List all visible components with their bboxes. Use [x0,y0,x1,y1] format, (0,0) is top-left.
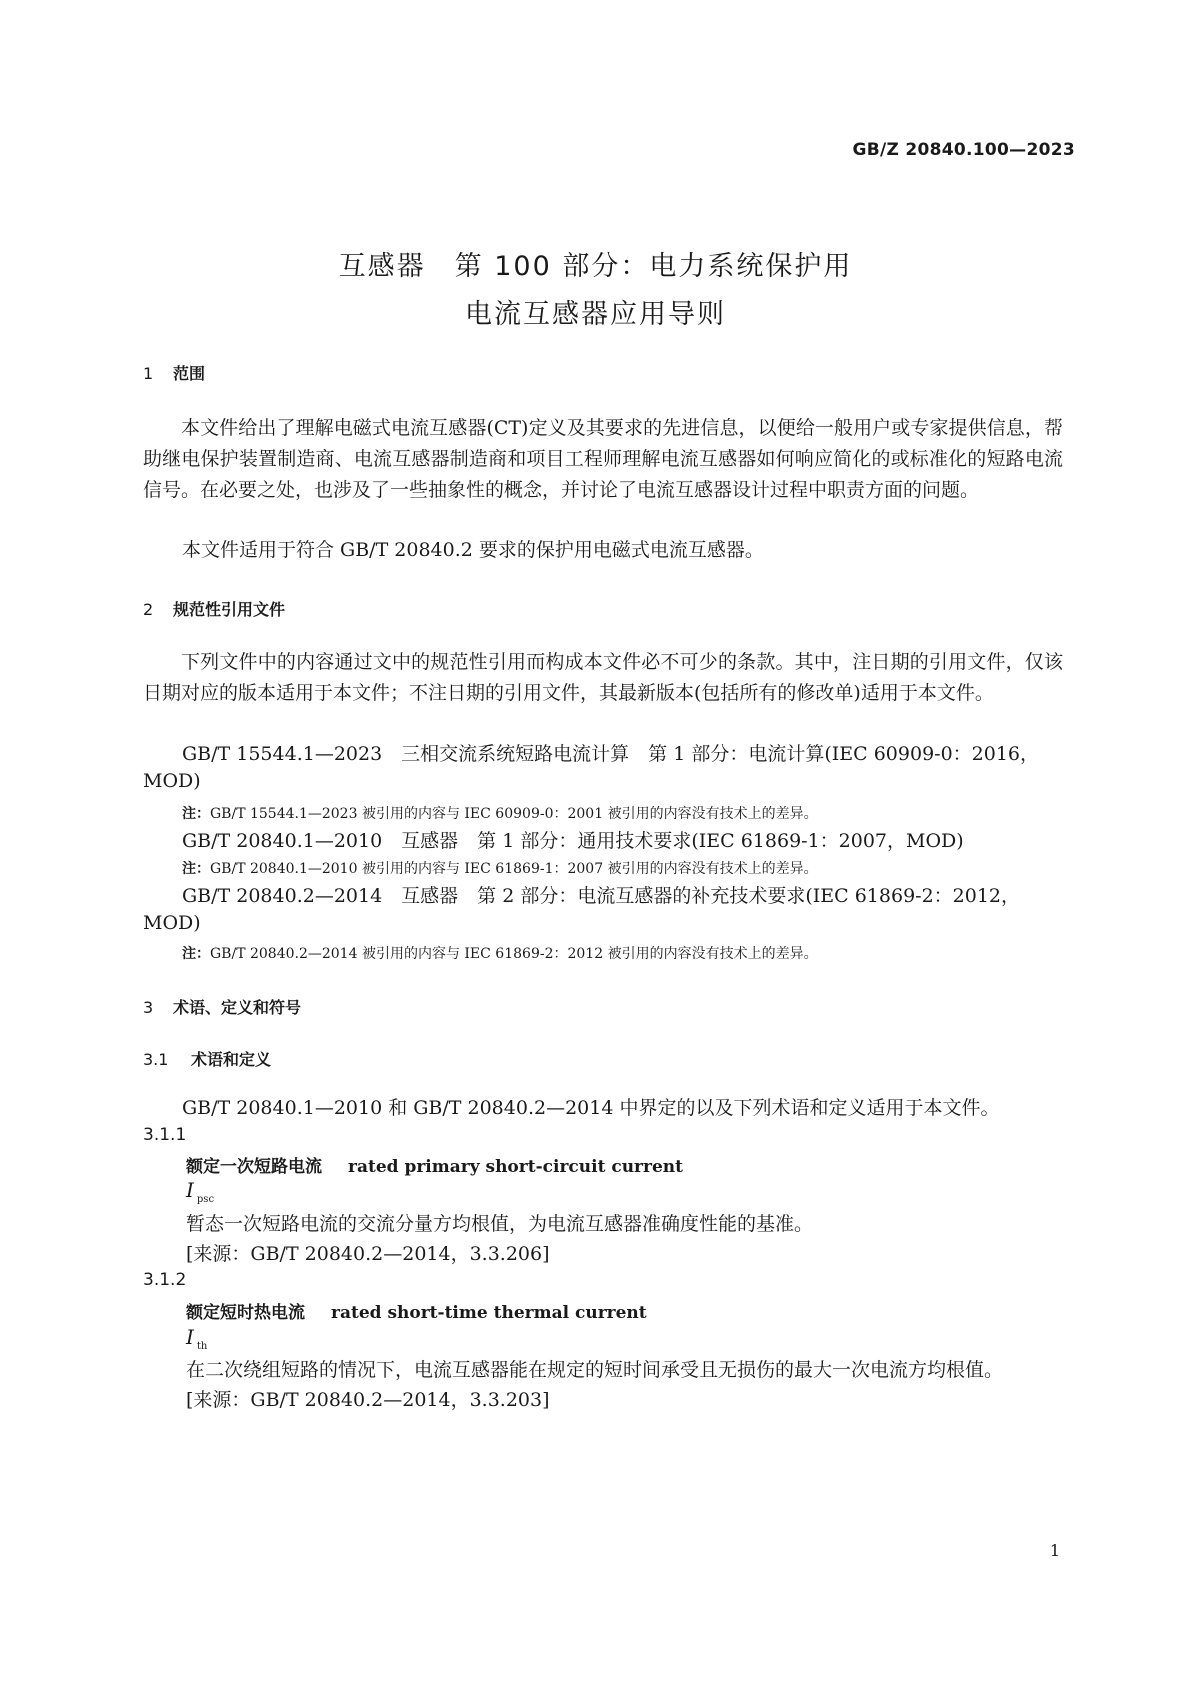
reference-note [182,858,818,878]
subsection-title: 术语和定义 [191,1050,272,1069]
section-3-heading [143,995,301,1018]
document-title-line1: 互感器 第 100 部分：电力系统保护用 [338,251,853,282]
section-title: 范围 [173,364,206,383]
note-label: 注： [182,946,210,962]
page-number: 1 [1049,1541,1060,1560]
term-source: [来源：GB/T 20840.2—2014，3.3.206] [186,1243,550,1265]
section-1-heading [143,361,205,384]
term-definition: 在二次绕组短路的情况下，电流互感器能在规定的短时间承受且无损伤的最大一次电流方均根值。 [186,1359,1004,1381]
term-heading [186,1152,683,1177]
reference-entry: GB/T 20840.1—2010 互感器 第 1 部分：通用技术要求(IEC 61869-1：2007，MOD) [182,830,964,852]
normative-references-intro: 下列文件中的内容通过文中的规范性引用而构成本文件必不可少的条款。其中，注日期的引用文件，仅该日期对应的版本适用于本文件；不注日期的引用文件，其最新版本(包括所有的修改单)适用于本文件。 [143,651,1063,704]
term-source: [来源：GB/T 20840.2—2014，3.3.203] [186,1389,550,1411]
subsection-number: 3.1 [143,1050,169,1069]
term-definition: 暂态一次短路电流的交流分量方均根值，为电流互感器准确度性能的基准。 [186,1213,814,1235]
section-number: 3 [143,998,154,1017]
note-text: GB/T 20840.1—2010 被引用的内容与 IEC 61869-1：2007 被引用的内容没有技术上的差异。 [210,861,818,877]
scope-paragraph-1: 本文件给出了理解电磁式电流互感器(CT)定义及其要求的先进信息，以便给一般用户或专家提供信息，帮助继电保护装置制造商、电流互感器制造商和项目工程师理解电流互感器如何响应简化的或标准化的短路电流信号。在必要之处，也涉及了一些抽象性的概念，并讨论了电流互感器设计过程中职责方面的问题。 [143,417,1063,501]
reference-note [182,803,818,823]
note-label: 注： [182,806,210,822]
section-number: 1 [143,364,154,383]
term-symbol: I $_{psc}$ [186,1178,215,1205]
note-text: GB/T 15544.1—2023 被引用的内容与 IEC 60909-0：2001 被引用的内容没有技术上的差异。 [210,806,818,822]
term-en: rated primary short-circuit current [348,1157,683,1177]
section-2-heading [143,597,285,620]
reference-entry-continued: MOD) [143,770,201,792]
section-title: 规范性引用文件 [173,600,286,619]
note-text: GB/T 20840.2—2014 被引用的内容与 IEC 61869-2：2012 被引用的内容没有技术上的差异。 [210,946,818,962]
term-heading [186,1298,647,1323]
reference-entry-continued: MOD) [143,912,201,934]
term-en: rated short-time thermal current [331,1303,647,1323]
subsection-3-1-heading [143,1047,271,1070]
section-number: 2 [143,600,154,619]
standard-number: GB/Z 20840.100—2023 [852,140,1075,160]
reference-entry: GB/T 20840.2—2014 互感器 第 2 部分：电流互感器的补充技术要求(IEC 61869-2：2012， [182,885,1021,907]
symbol-subscript: th [196,1341,208,1352]
section-title: 术语、定义和符号 [173,998,302,1017]
symbol-subscript: psc [196,1194,215,1205]
reference-note [182,943,818,963]
term-number: 3.1.2 [143,1270,187,1290]
scope-paragraph-2: 本文件适用于符合 GB/T 20840.2 要求的保护用电磁式电流互感器。 [182,539,764,561]
term-symbol: I $_{th}$ [186,1325,208,1352]
term-zh: 额定短时热电流 [186,1303,305,1323]
term-zh: 额定一次短路电流 [186,1157,322,1177]
terms-intro: GB/T 20840.1—2010 和 GB/T 20840.2—2014 中界定的以及下列术语和定义适用于本文件。 [182,1097,1000,1119]
document-title-line2: 电流互感器应用导则 [465,299,726,330]
term-number: 3.1.1 [143,1125,187,1145]
reference-entry: GB/T 15544.1—2023 三相交流系统短路电流计算 第 1 部分：电流计算(IEC 60909-0：2016， [182,743,1040,765]
note-label: 注： [182,861,210,877]
